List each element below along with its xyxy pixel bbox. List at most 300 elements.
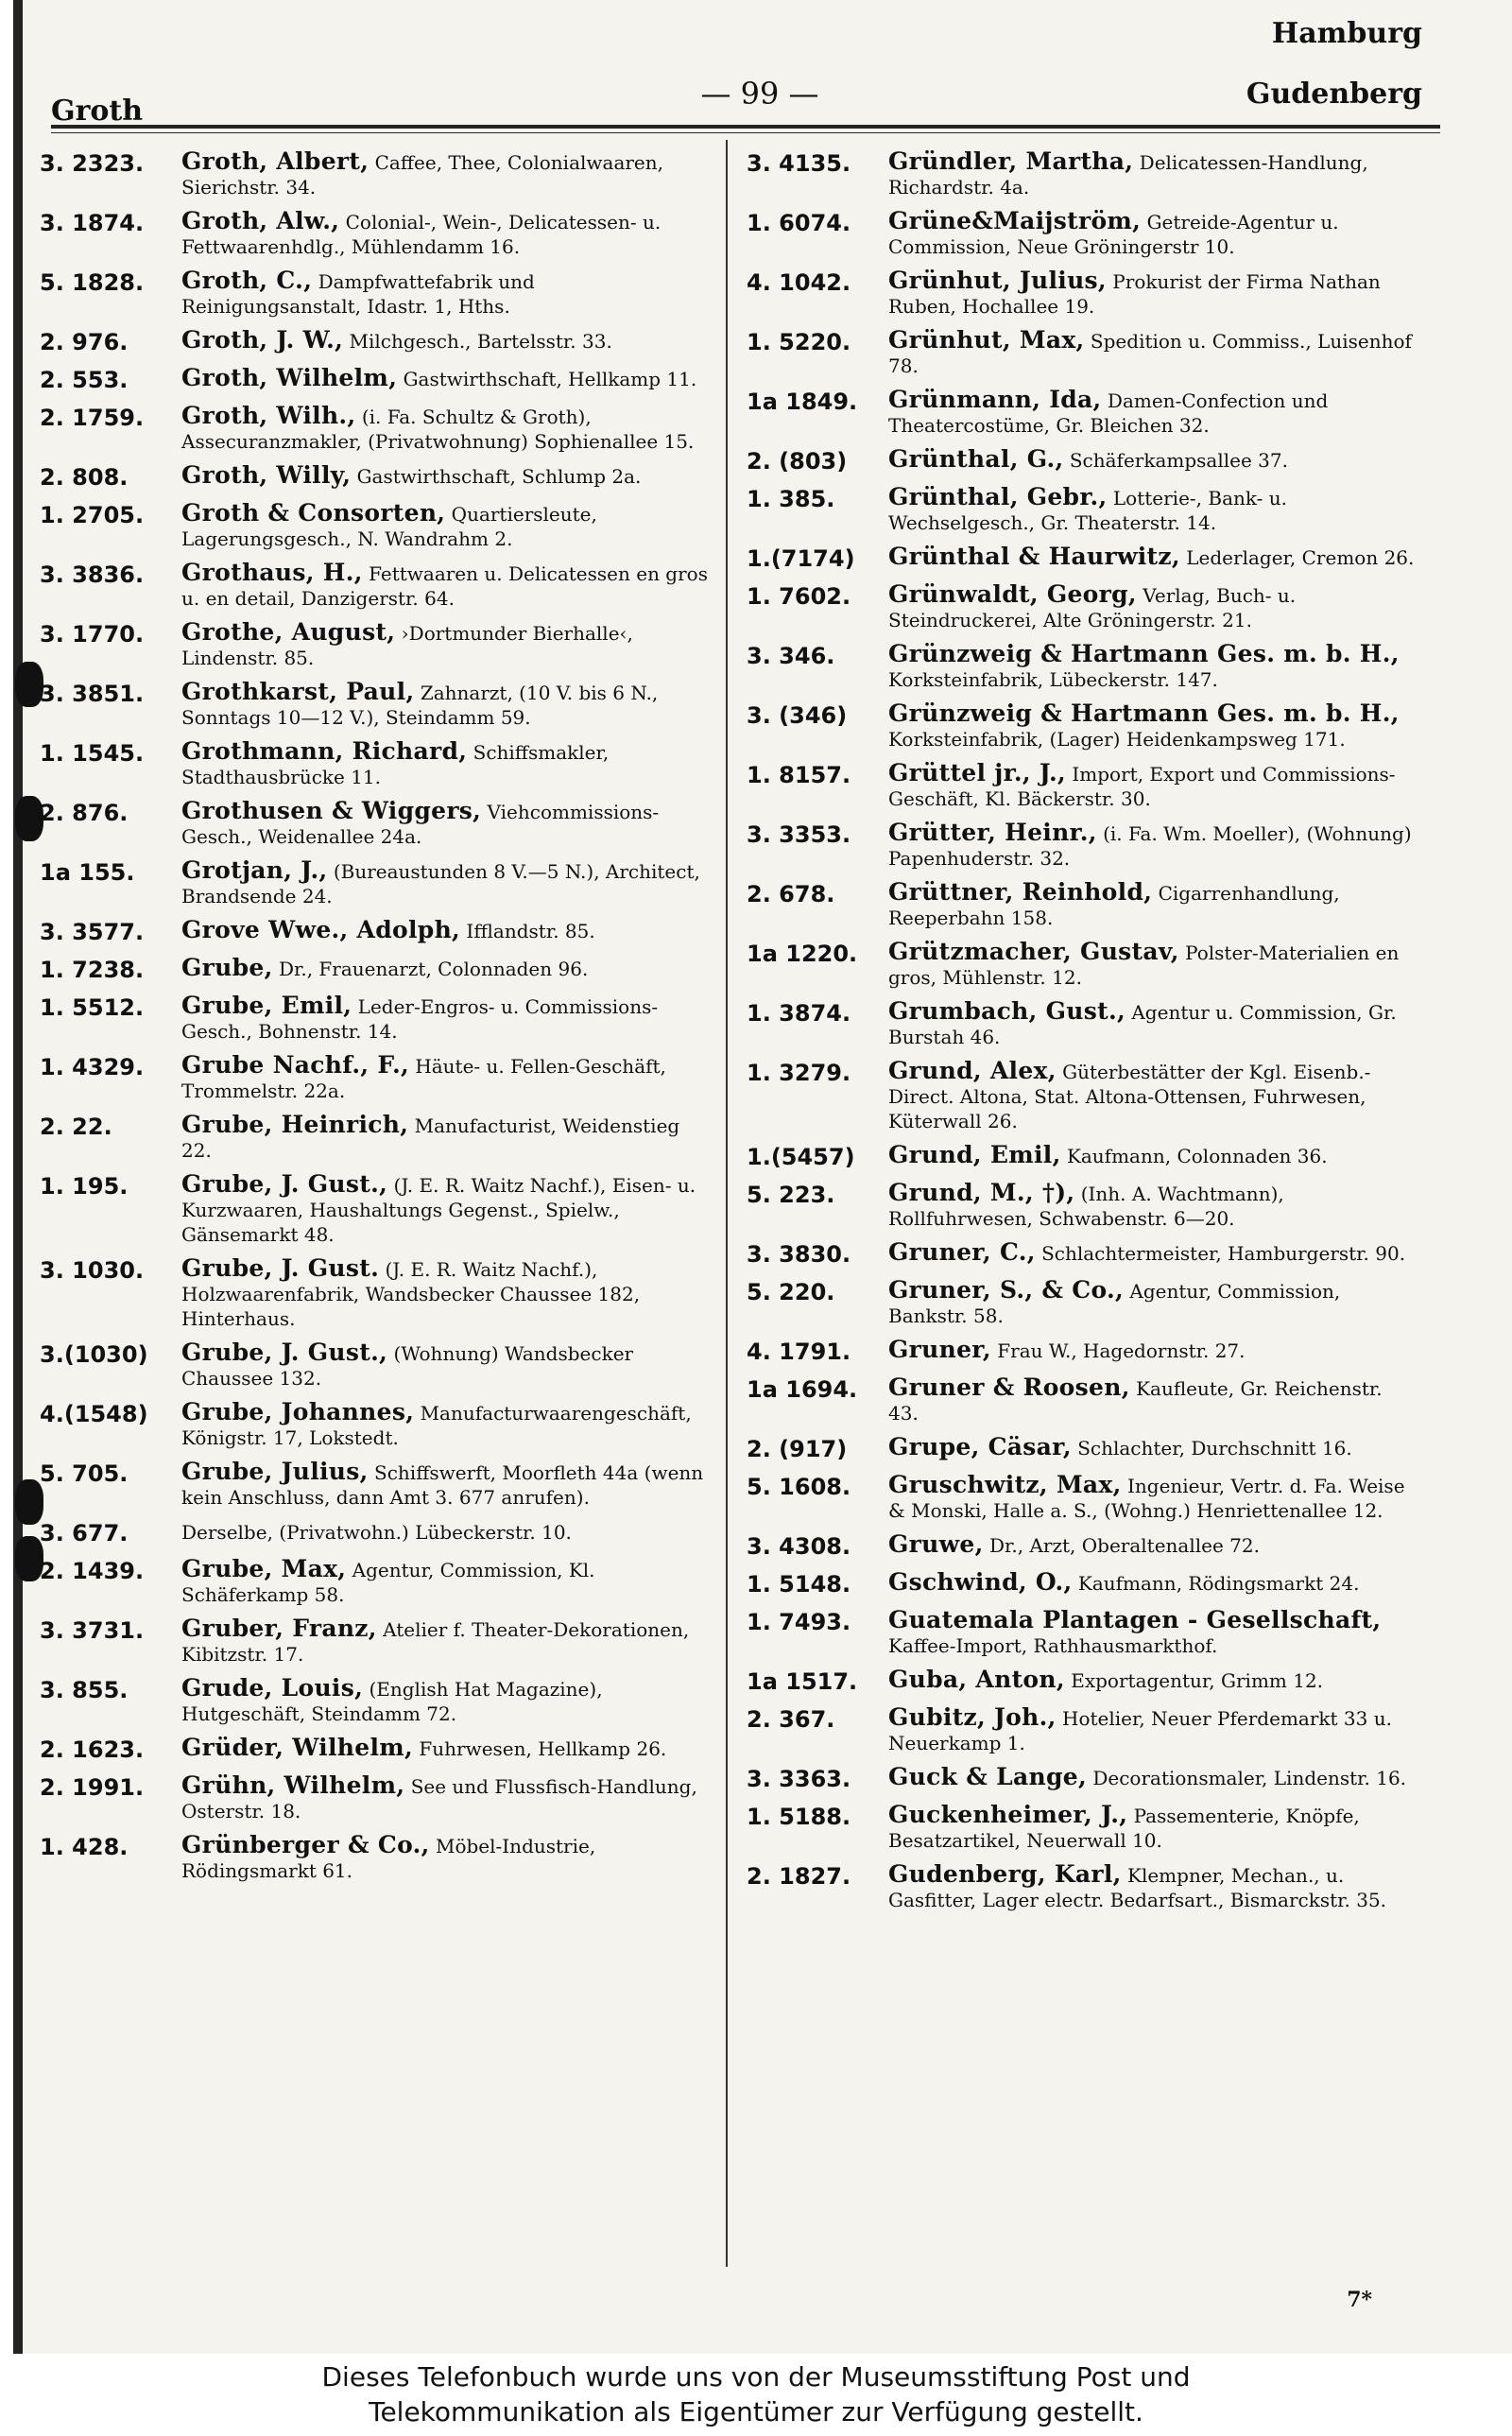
- entry-description: (J. E. R. Waitz Nachf.), Holzwaarenfabrik, Wandsbecker Chaussee 182, Hinterhaus.: [181, 1258, 641, 1330]
- directory-entry: [40, 1676, 709, 1726]
- directory-entry: [40, 799, 709, 849]
- directory-entry: [747, 268, 1416, 319]
- phone-number: 1. 385.: [747, 486, 835, 512]
- entry-name: Grünthal, G.,: [888, 445, 1064, 473]
- entry-text: [181, 680, 709, 730]
- entry-name: Gründler, Martha,: [888, 147, 1134, 175]
- entry-description: Lederlager, Cremon 26.: [1186, 546, 1415, 569]
- phone-number: 1. 7602.: [747, 583, 851, 610]
- entry-text: [181, 620, 709, 670]
- entry-name: Gruner & Roosen,: [888, 1373, 1130, 1401]
- phone-number: 5. 705.: [40, 1460, 129, 1487]
- entry-description: Ifflandstr. 85.: [466, 920, 595, 942]
- entry-name: Grünzweig & Hartmann Ges. m. b. H.,: [888, 700, 1400, 727]
- entry-description: Klempner, Mechan., u. Gasfitter, Lager electr. Bedarfsart., Bismarckstr. 35.: [888, 1864, 1387, 1911]
- phone-number: 1. 428.: [40, 1834, 129, 1860]
- entry-description: Passementerie, Knöpfe, Besatzartikel, Neuerwall 10.: [888, 1805, 1360, 1852]
- phone-number: 1. 5148.: [747, 1571, 851, 1598]
- entry-text: [181, 1113, 709, 1163]
- entry-description: Kaffee-Import, Rathhausmarkthof.: [888, 1634, 1218, 1657]
- binding-edge: [13, 0, 23, 2354]
- directory-entry: [747, 880, 1416, 930]
- entry-text: [181, 1773, 709, 1823]
- entry-description: Schäferkampsallee 37.: [1069, 449, 1288, 472]
- entry-description: Dr., Frauenarzt, Colonnaden 96.: [278, 958, 589, 980]
- phone-number: 1. 5220.: [747, 329, 851, 355]
- directory-entry: [747, 328, 1416, 378]
- entry-name: Grupe, Cäsar,: [888, 1433, 1072, 1460]
- directory-entry: [40, 1113, 709, 1163]
- entry-name: Grotjan, J.,: [181, 856, 328, 884]
- phone-number: 1a 1220.: [747, 941, 858, 967]
- directory-entry: [40, 404, 709, 454]
- entry-text: [181, 1519, 709, 1545]
- entry-text: [888, 1532, 1416, 1558]
- entry-text: [181, 366, 709, 391]
- entry-name: Grumbach, Gust.,: [888, 997, 1125, 1025]
- entry-name: Grothe, August,: [181, 618, 396, 646]
- entry-text: [181, 1400, 709, 1450]
- entry-name: Grube, Heinrich,: [181, 1111, 409, 1138]
- entry-text: [181, 404, 709, 454]
- entry-text: [888, 447, 1416, 473]
- entry-text: [888, 209, 1416, 259]
- directory-entry: [747, 821, 1416, 871]
- entry-name: Gudenberg, Karl,: [888, 1860, 1122, 1888]
- entry-name: Grube, Johannes,: [181, 1398, 415, 1425]
- entry-name: Grund, Alex,: [888, 1057, 1057, 1084]
- entry-text: [181, 209, 709, 259]
- directory-entry: [40, 328, 709, 356]
- entry-description: Manufacturist, Weidenstieg 22.: [181, 1114, 680, 1162]
- phone-number: 1a 1694.: [747, 1376, 858, 1403]
- directory-entry: [747, 1240, 1416, 1269]
- directory-entry: [40, 1340, 709, 1391]
- directory-entry: [747, 1338, 1416, 1366]
- phone-number: 4.(1548): [40, 1401, 148, 1427]
- phone-number: 1. 4329.: [40, 1054, 145, 1080]
- entry-description: Kaufmann, Rödingsmarkt 24.: [1077, 1572, 1360, 1595]
- entry-description: Delicatessen-Handlung, Richardstr. 4a.: [888, 151, 1368, 199]
- entry-name: Grünthal & Haurwitz,: [888, 543, 1180, 570]
- phone-number: 2. 678.: [747, 881, 835, 907]
- entry-name: Grünmann, Ida,: [888, 386, 1102, 413]
- first-entry-header: Groth: [51, 95, 144, 128]
- phone-number: 1. 5188.: [747, 1804, 851, 1830]
- entry-name: Grube,: [181, 954, 273, 981]
- entry-description: Colonial-, Wein-, Delicatessen- u. Fettwaarenhdlg., Mühlendamm 16.: [181, 211, 662, 258]
- phone-number: 5. 223.: [747, 1182, 835, 1208]
- entry-text: [181, 1053, 709, 1103]
- entry-name: Grube, Emil,: [181, 992, 352, 1019]
- phone-number: 1. 3874.: [747, 1000, 851, 1027]
- entry-description: Derselbe, (Privatwohn.) Lübeckerstr. 10.: [181, 1521, 572, 1544]
- directory-entry: [40, 620, 709, 670]
- entry-name: Grünberger & Co.,: [181, 1831, 430, 1858]
- entry-description: Lotterie-, Bank- u. Wechselgesch., Gr. Theaterstr. 14.: [888, 487, 1288, 534]
- phone-number: 3. 3836.: [40, 561, 145, 588]
- entry-text: [181, 739, 709, 789]
- phone-number: 3. 1770.: [40, 621, 145, 648]
- entry-text: [181, 858, 709, 908]
- entry-name: Gruner, S., & Co.,: [888, 1276, 1125, 1304]
- entry-description: Fettwaaren u. Delicatessen en gros u. en detail, Danzigerstr. 64.: [181, 562, 708, 610]
- entry-text: [888, 1473, 1416, 1523]
- entry-description: (i. Fa. Schultz & Groth), Assecuranzmakler, (Privatwohnung) Sophienallee 15.: [181, 406, 695, 453]
- phone-number: 3. 677.: [40, 1520, 129, 1546]
- phone-number: 3. 1030.: [40, 1257, 145, 1284]
- left-column: [40, 149, 709, 1892]
- phone-number: 4. 1042.: [747, 269, 851, 296]
- directory-entry: [40, 993, 709, 1044]
- entry-text: [888, 1375, 1416, 1425]
- entry-text: [888, 1705, 1416, 1755]
- directory-entry: [40, 1557, 709, 1607]
- entry-text: [888, 582, 1416, 632]
- entry-name: Grütter, Heinr.,: [888, 819, 1097, 846]
- entry-name: Groth & Consorten,: [181, 499, 446, 527]
- entry-description: Kaufmann, Colonnaden 36.: [1066, 1145, 1328, 1167]
- phone-number: 3. 2323.: [40, 150, 145, 177]
- directory-entry: [747, 388, 1416, 438]
- directory-entry: [40, 1736, 709, 1764]
- phone-number: 1. 5512.: [40, 994, 145, 1021]
- directory-entry: [747, 1705, 1416, 1755]
- entry-text: [888, 1435, 1416, 1460]
- entry-text: [181, 328, 709, 354]
- entry-description: Exportagentur, Grimm 12.: [1071, 1669, 1324, 1692]
- phone-number: 1. 7493.: [747, 1609, 851, 1635]
- entry-name: Grüne&Maijström,: [888, 207, 1142, 234]
- entry-name: Grube, Max,: [181, 1555, 347, 1582]
- phone-number: 1. 195.: [40, 1173, 129, 1200]
- directory-entry: [747, 1278, 1416, 1328]
- entry-description: Prokurist der Firma Nathan Ruben, Hochallee 19.: [888, 270, 1381, 318]
- entry-description: Zahnarzt, (10 V. bis 6 N., Sonntags 10—12 V.), Steindamm 59.: [181, 682, 659, 729]
- phone-number: 1. 8157.: [747, 762, 851, 788]
- phone-number: 1a 1517.: [747, 1668, 858, 1695]
- directory-entry: [747, 544, 1416, 573]
- entry-description: Viehcommissions-Gesch., Weidenallee 24a.: [181, 801, 660, 848]
- header-rule-thin: [51, 132, 1440, 133]
- entry-name: Grund, Emil,: [888, 1141, 1061, 1168]
- signature-mark: 7*: [1347, 2288, 1372, 2312]
- column-divider: [726, 140, 728, 2267]
- entry-text: [181, 268, 709, 319]
- entry-text: [888, 544, 1416, 570]
- entry-text: [888, 149, 1416, 199]
- entry-text: [888, 1803, 1416, 1853]
- entry-text: [181, 1833, 709, 1883]
- directory-entry: [747, 999, 1416, 1049]
- directory-entry: [40, 1053, 709, 1103]
- entry-name: Grützmacher, Gustav,: [888, 938, 1179, 965]
- entry-name: Grube, J. Gust.,: [181, 1170, 388, 1198]
- entry-description: Getreide-Agentur u. Commission, Neue Gröningerstr 10.: [888, 211, 1339, 258]
- entry-name: Grude, Louis,: [181, 1674, 364, 1702]
- entry-text: [181, 1460, 709, 1510]
- entry-text: [888, 1059, 1416, 1133]
- entry-description: Quartiersleute, Lagerungsgesch., N. Wandrahm 2.: [181, 503, 597, 550]
- entry-name: Guck & Lange,: [888, 1763, 1087, 1790]
- entry-text: [181, 1616, 709, 1667]
- phone-number: 3.(1030): [40, 1341, 148, 1368]
- entry-description: Damen-Confection und Theatercostüme, Gr. Bleichen 32.: [888, 389, 1329, 437]
- entry-description: Kaufleute, Gr. Reichenstr. 43.: [888, 1377, 1383, 1425]
- entry-text: [888, 388, 1416, 438]
- directory-entry: [40, 209, 709, 259]
- city-header: Hamburg: [1271, 17, 1422, 50]
- directory-entry: [40, 739, 709, 789]
- entry-text: [888, 940, 1416, 990]
- entry-name: Gruner,: [888, 1336, 991, 1363]
- entry-description: Möbel-Industrie, Rödingsmarkt 61.: [181, 1835, 596, 1882]
- entry-description: Schiffswerft, Moorfleth 44a (wenn kein Anschluss, dann Amt 3. 677 anrufen).: [181, 1461, 704, 1509]
- directory-entry: [747, 1803, 1416, 1853]
- entry-name: Grünthal, Gebr.,: [888, 483, 1108, 510]
- phone-number: 3. 4135.: [747, 150, 851, 177]
- entry-description: Caffee, Thee, Colonialwaaren, Sierichstr. 34.: [181, 151, 664, 199]
- entry-name: Grothusen & Wiggers,: [181, 797, 482, 824]
- entry-name: Grüttel jr., J.,: [888, 759, 1067, 786]
- directory-entry: [747, 447, 1416, 475]
- entry-text: [181, 1676, 709, 1726]
- phone-number: 3. 346.: [747, 643, 835, 669]
- phone-number: 5. 220.: [747, 1279, 835, 1305]
- entry-description: (Inh. A. Wachtmann), Rollfuhrwesen, Schwabenstr. 6—20.: [888, 1183, 1284, 1230]
- directory-entry: [747, 642, 1416, 692]
- entry-text: [181, 561, 709, 611]
- phone-number: 3. 855.: [40, 1677, 129, 1703]
- entry-description: Fuhrwesen, Hellkamp 26.: [419, 1737, 667, 1760]
- entry-description: Gastwirthschaft, Schlump 2a.: [356, 465, 642, 488]
- entry-name: Grothkarst, Paul,: [181, 678, 415, 705]
- directory-entry: [747, 1667, 1416, 1696]
- entry-name: Gruschwitz, Max,: [888, 1471, 1122, 1498]
- entry-text: [181, 501, 709, 551]
- directory-entry: [40, 1460, 709, 1510]
- entry-text: [888, 1765, 1416, 1790]
- directory-entry: [747, 149, 1416, 199]
- entry-description: Güterbestätter der Kgl. Eisenb.-Direct. Altona, Stat. Altona-Ottensen, Fuhrwesen, Küterwall 26.: [888, 1061, 1371, 1132]
- directory-entry: [747, 209, 1416, 259]
- directory-entry: [747, 1375, 1416, 1425]
- entry-text: [888, 880, 1416, 930]
- entry-description: Spedition u. Commiss., Luisenhof 78.: [888, 330, 1412, 377]
- entry-description: Verlag, Buch- u. Steindruckerei, Alte Gröningerstr. 21.: [888, 584, 1297, 631]
- directory-entry: [747, 1532, 1416, 1561]
- directory-entry: [40, 1773, 709, 1823]
- phone-number: 3. 4308.: [747, 1533, 851, 1560]
- entry-description: Cigarrenhandlung, Reeperbahn 158.: [888, 882, 1340, 929]
- entry-text: [181, 918, 709, 943]
- entry-text: [888, 1608, 1416, 1658]
- entry-description: See und Flussfisch-Handlung, Osterstr. 18.: [181, 1775, 697, 1823]
- directory-entry: [747, 1181, 1416, 1231]
- entry-name: Groth, C.,: [181, 267, 313, 294]
- entry-name: Guckenheimer, J.,: [888, 1801, 1128, 1828]
- directory-entry: [40, 1400, 709, 1450]
- entry-name: Guba, Anton,: [888, 1666, 1065, 1693]
- directory-entry: [747, 582, 1416, 632]
- entry-text: [888, 328, 1416, 378]
- directory-entry: [747, 1059, 1416, 1133]
- phone-number: 5. 1828.: [40, 269, 145, 296]
- directory-entry: [40, 1519, 709, 1547]
- entry-description: (English Hat Magazine), Hutgeschäft, Steindamm 72.: [181, 1678, 603, 1725]
- entry-name: Grube Nachf., F.,: [181, 1051, 409, 1079]
- directory-entry: [747, 1608, 1416, 1658]
- footer-line-1: Dieses Telefonbuch wurde uns von der Museumsstiftung Post und: [321, 2361, 1191, 2393]
- phone-number: 2. 22.: [40, 1114, 112, 1140]
- directory-entry: [747, 1143, 1416, 1171]
- entry-name: Grüttner, Reinhold,: [888, 878, 1153, 906]
- entry-description: Schlachter, Durchschnitt 16.: [1077, 1437, 1352, 1460]
- entry-name: Grund, M., †),: [888, 1179, 1075, 1206]
- phone-number: 3. 3851.: [40, 681, 145, 707]
- entry-text: [181, 1340, 709, 1391]
- entry-description: Häute- u. Fellen-Geschäft, Trommelstr. 22a.: [181, 1055, 666, 1102]
- entry-name: Gruwe,: [888, 1530, 984, 1558]
- entry-text: [888, 999, 1416, 1049]
- page-number: — 99 —: [700, 76, 819, 112]
- entry-name: Guatemala Plantagen - Gesellschaft,: [888, 1606, 1382, 1633]
- entry-description: Ingenieur, Vertr. d. Fa. Weise & Monski, Halle a. S., (Wohng.) Henriettenallee 12.: [888, 1475, 1405, 1522]
- directory-entry: [747, 1765, 1416, 1793]
- directory-entry: [40, 918, 709, 946]
- entry-name: Groth, Wilhelm,: [181, 364, 398, 391]
- entry-name: Grube, J. Gust.,: [181, 1339, 388, 1366]
- entry-description: Manufacturwaarengeschäft, Königstr. 17, Lokstedt.: [181, 1402, 692, 1449]
- entry-text: [888, 1667, 1416, 1693]
- entry-text: [181, 956, 709, 981]
- right-column: [747, 149, 1416, 1922]
- entry-description: Agentur, Commission, Kl. Schäferkamp 58.: [181, 1559, 595, 1606]
- entry-name: Grube, Julius,: [181, 1458, 369, 1485]
- entry-name: Grothaus, H.,: [181, 559, 363, 586]
- entry-description: ›Dortmunder Bierhalle‹, Lindenstr. 85.: [181, 622, 633, 669]
- entry-text: [181, 799, 709, 849]
- phone-number: 3. 3830.: [747, 1241, 851, 1268]
- entry-text: [181, 463, 709, 489]
- directory-entry: [40, 1172, 709, 1247]
- entry-name: Grühn, Wilhelm,: [181, 1771, 405, 1799]
- entry-name: Gschwind, O.,: [888, 1568, 1073, 1596]
- entry-text: [181, 993, 709, 1044]
- entry-name: Gruner, C.,: [888, 1238, 1036, 1266]
- entry-text: [888, 701, 1416, 752]
- phone-number: 3. 3577.: [40, 919, 145, 945]
- entry-name: Grünzweig & Hartmann Ges. m. b. H.,: [888, 640, 1400, 667]
- entry-text: [181, 1736, 709, 1761]
- phone-number: 1. 2705.: [40, 502, 145, 528]
- entry-text: [888, 1338, 1416, 1363]
- entry-text: [888, 1278, 1416, 1328]
- entry-name: Groth, Albert,: [181, 147, 369, 175]
- phone-number: 1. 7238.: [40, 957, 145, 983]
- entry-name: Grünhut, Julius,: [888, 267, 1107, 294]
- phone-number: 2. 1439.: [40, 1558, 145, 1584]
- directory-entry: [40, 501, 709, 551]
- phone-number: 3. 3363.: [747, 1766, 851, 1792]
- footer-line-2: Telekommunikation als Eigentümer zur Verfügung gestellt.: [369, 2396, 1143, 2427]
- phone-number: 2. 976.: [40, 329, 129, 355]
- entry-description: Atelier f. Theater-Dekorationen, Kibitzstr. 17.: [181, 1618, 690, 1666]
- directory-entry: [747, 1862, 1416, 1912]
- entry-name: Groth, Alw.,: [181, 207, 340, 234]
- entry-text: [888, 642, 1416, 692]
- entry-description: Leder-Engros- u. Commissions-Gesch., Bohnenstr. 14.: [181, 995, 659, 1043]
- entry-text: [888, 268, 1416, 319]
- entry-description: Import, Export und Commissions-Geschäft, Kl. Bäckerstr. 30.: [888, 763, 1396, 810]
- last-entry-header: Gudenberg: [1246, 78, 1422, 111]
- entry-text: [888, 1143, 1416, 1168]
- entry-name: Groth, J. W.,: [181, 326, 344, 354]
- entry-text: [888, 1570, 1416, 1596]
- entry-description: (J. E. R. Waitz Nachf.), Eisen- u. Kurzwaaren, Haushaltungs Gegenst., Spielw., Gänsemarkt 48.: [181, 1174, 696, 1246]
- entry-name: Gubitz, Joh.,: [888, 1703, 1057, 1731]
- directory-page: [13, 0, 1512, 2354]
- directory-entry: [747, 940, 1416, 990]
- phone-number: 3. 3353.: [747, 821, 851, 848]
- directory-entry: [40, 858, 709, 908]
- directory-entry: [747, 1570, 1416, 1598]
- entry-name: Grünhut, Max,: [888, 326, 1085, 354]
- phone-number: 2. (803): [747, 448, 848, 475]
- footer-notice: [0, 2354, 1512, 2436]
- directory-entry: [40, 149, 709, 199]
- entry-description: Polster-Materialien en gros, Mühlenstr. 12.: [888, 942, 1400, 989]
- phone-number: 2. 367.: [747, 1706, 835, 1733]
- entry-text: [181, 1557, 709, 1607]
- entry-description: Gastwirthschaft, Hellkamp 11.: [403, 368, 697, 390]
- entry-text: [181, 1256, 709, 1331]
- phone-number: 3. 1874.: [40, 210, 145, 236]
- entry-name: Groth, Willy,: [181, 461, 352, 489]
- phone-number: 5. 1608.: [747, 1474, 851, 1500]
- directory-entry: [747, 485, 1416, 535]
- entry-name: Grube, J. Gust.: [181, 1254, 380, 1282]
- entry-description: Dr., Arzt, Oberaltenallee 72.: [989, 1534, 1260, 1557]
- phone-number: 2. 1623.: [40, 1736, 145, 1763]
- header-rule: [51, 125, 1440, 129]
- directory-entry: [40, 561, 709, 611]
- phone-number: 1a 155.: [40, 859, 135, 886]
- entry-description: Decorationsmaler, Lindenstr. 16.: [1092, 1767, 1407, 1789]
- phone-number: 1. 1545.: [40, 740, 145, 767]
- entry-text: [888, 821, 1416, 871]
- directory-entry: [40, 956, 709, 984]
- entry-description: (Wohnung) Wandsbecker Chaussee 132.: [181, 1342, 634, 1390]
- phone-number: 3. 3731.: [40, 1617, 145, 1644]
- entry-description: Dampfwattefabrik und Reinigungsanstalt, Idastr. 1, Hths.: [181, 270, 535, 318]
- directory-entry: [747, 701, 1416, 752]
- directory-entry: [40, 1256, 709, 1331]
- entry-text: [181, 1172, 709, 1247]
- phone-number: 2. 1759.: [40, 405, 145, 431]
- entry-name: Gruber, Franz,: [181, 1615, 377, 1642]
- entry-description: Schlachtermeister, Hamburgerstr. 90.: [1041, 1242, 1406, 1265]
- phone-number: 2. 1991.: [40, 1774, 145, 1801]
- entry-description: Agentur u. Commission, Gr. Burstah 46.: [888, 1001, 1397, 1048]
- entry-name: Grove Wwe., Adolph,: [181, 916, 461, 943]
- directory-entry: [40, 1833, 709, 1883]
- entry-description: (i. Fa. Wm. Moeller), (Wohnung) Papenhuderstr. 32.: [888, 822, 1412, 870]
- entry-text: [888, 761, 1416, 811]
- entry-description: Korksteinfabrik, Lübeckerstr. 147.: [888, 668, 1218, 691]
- phone-number: 3. (346): [747, 702, 848, 729]
- entry-name: Groth, Wilh.,: [181, 402, 356, 429]
